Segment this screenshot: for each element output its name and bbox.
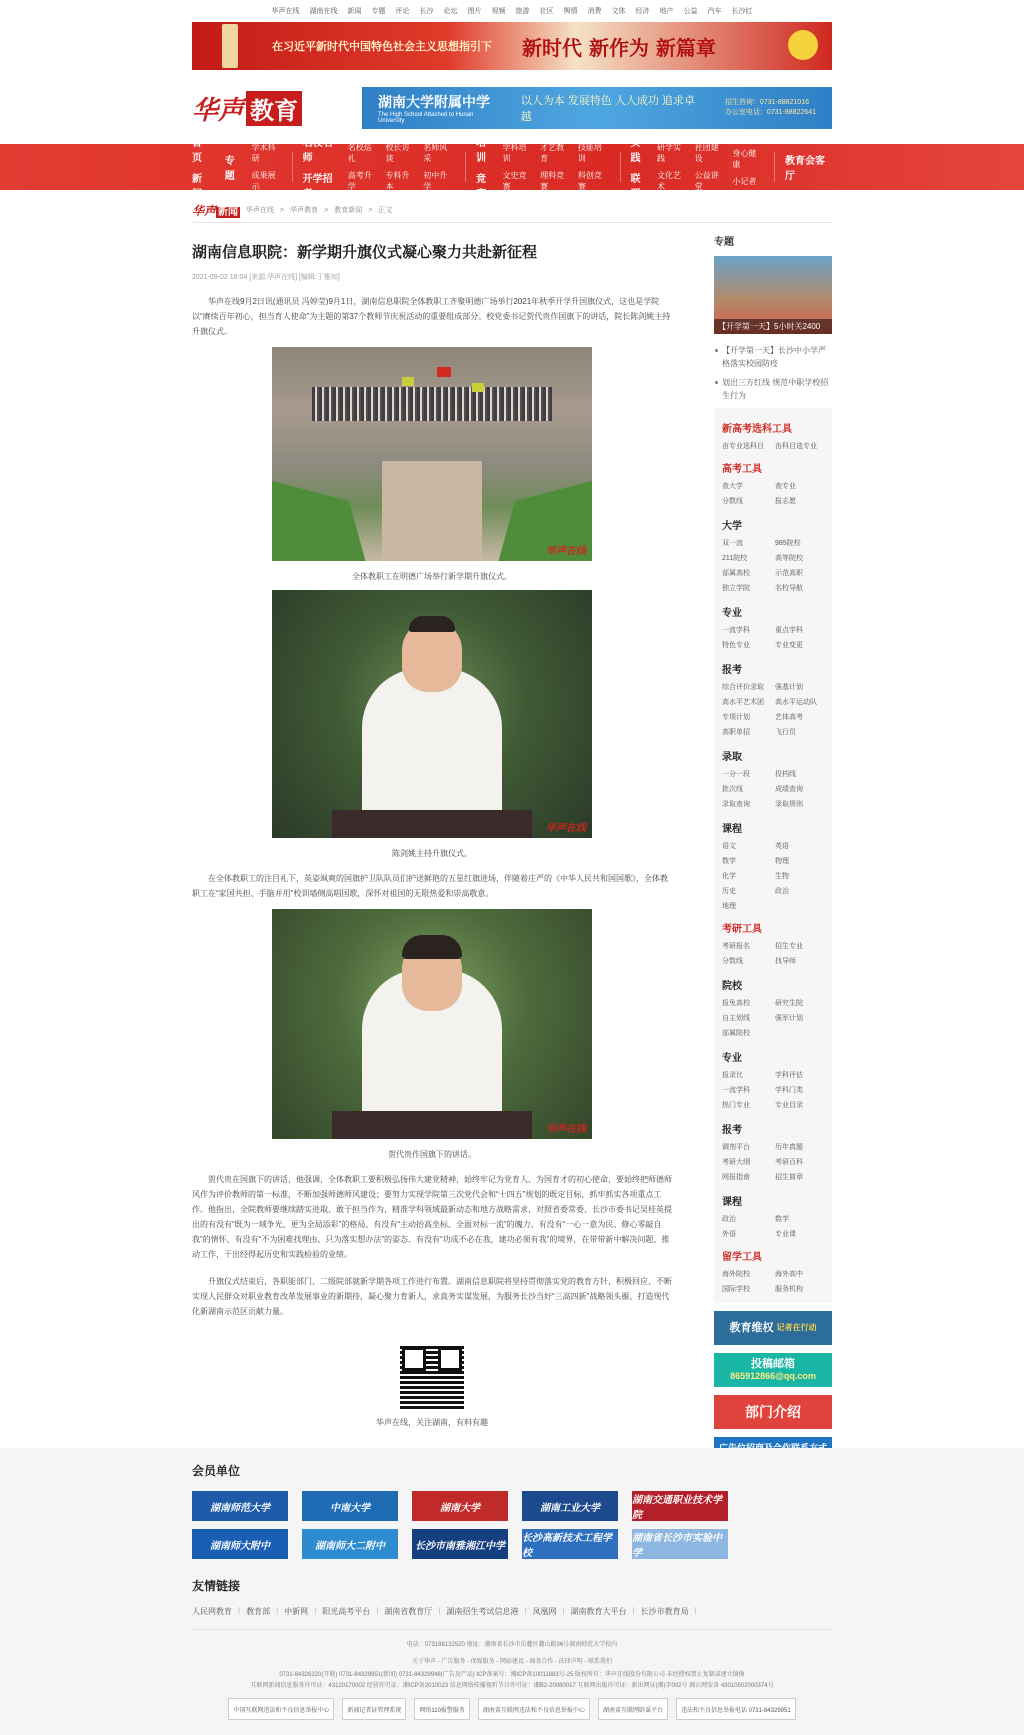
tool-subtitle: 专业 bbox=[722, 608, 742, 619]
ceremony-photo bbox=[272, 347, 592, 561]
special-thumbnail[interactable]: 【开学第一天】5小时关2400 bbox=[714, 256, 832, 334]
nav-item[interactable]: 社团建设 bbox=[694, 143, 719, 163]
footer bbox=[0, 1448, 1024, 1735]
tool-link[interactable]: 政治 bbox=[775, 888, 789, 895]
tool-link[interactable]: 专业目录 bbox=[775, 1102, 803, 1109]
breadcrumb: 华声 新闻 华声在线 > 华声教育 > 教育新闻 > 正文 bbox=[192, 203, 393, 218]
top-link[interactable]: 社区 bbox=[539, 8, 554, 15]
ad-motto: 以人为本 发展特色 人人成功 追求卓越 bbox=[520, 95, 695, 123]
tool-link[interactable]: 专业变更 bbox=[775, 642, 803, 649]
tool-link[interactable]: 录取规则 bbox=[775, 801, 803, 808]
friend-link[interactable]: 凤凰网 bbox=[532, 1607, 557, 1616]
banner-slogan: 在习近平新时代中国特色社会主义思想指引下 bbox=[272, 41, 492, 53]
tool-link[interactable]: 录取查询 bbox=[722, 801, 750, 808]
top-link[interactable]: 旅游 bbox=[515, 8, 530, 15]
tool-link[interactable]: 考研报名 bbox=[722, 943, 750, 950]
footer-badges bbox=[192, 1698, 832, 1720]
nav-results[interactable]: 成果展示 bbox=[251, 171, 276, 191]
tool-link[interactable]: 艺体高考 bbox=[775, 714, 803, 721]
crumb-item[interactable]: 华声教育 bbox=[290, 207, 319, 214]
tool-link[interactable]: 考研大纲 bbox=[722, 1159, 750, 1166]
tool-link[interactable]: 专业课 bbox=[775, 1231, 796, 1238]
tool-link[interactable]: 报志愿 bbox=[775, 498, 796, 505]
tool-link[interactable]: 高水平运动队 bbox=[775, 699, 817, 706]
crumb-item[interactable]: 教育新闻 bbox=[334, 207, 363, 214]
article-paragraph: 升旗仪式结束后，各职能部门、二级院部就新学期各项工作进行布置。湖南信息职院将坚持贯彻落实党的教育方针，积极回应、不断实现人民群众对职业教育改革发展事业的新期待，凝心聚力育新人，求真务实谋发展，为服务长沙当好“三高四新”战略领头雁、打造现代化新湖南示范区贡献力量。 bbox=[192, 1277, 672, 1316]
tool-link[interactable]: 海外院校 bbox=[722, 1271, 750, 1278]
tool-link[interactable]: 双一流 bbox=[722, 540, 743, 547]
top-link[interactable]: 文体 bbox=[611, 8, 626, 15]
nav-item[interactable]: 身心健康 bbox=[732, 148, 757, 169]
tool-link[interactable]: 由科目选专业 bbox=[775, 443, 817, 450]
nav-admission[interactable]: 开学招考 bbox=[302, 174, 333, 200]
tool-link[interactable]: 网报指南 bbox=[722, 1174, 750, 1181]
footer-badge[interactable]: 新闻记者证管理系统 bbox=[342, 1698, 406, 1720]
speaker-photo bbox=[272, 909, 592, 1139]
tool-subtitle: 课程 bbox=[722, 1197, 742, 1208]
tool-link[interactable]: 地理 bbox=[722, 903, 736, 910]
top-link[interactable]: 图片 bbox=[467, 8, 482, 15]
nav-item[interactable]: 名师风采 bbox=[423, 143, 448, 163]
nav-alliance[interactable]: 联盟 bbox=[630, 174, 641, 200]
tool-link[interactable]: 数学 bbox=[775, 1216, 789, 1223]
tool-link[interactable]: 学科评估 bbox=[775, 1072, 803, 1079]
nav-item[interactable]: 科创竞赛 bbox=[577, 171, 602, 191]
watermark: 华声在线 bbox=[546, 823, 586, 834]
tool-link[interactable]: 重点学科 bbox=[775, 627, 803, 634]
tool-subtitle: 报考 bbox=[722, 665, 742, 676]
tool-link[interactable]: 招生简章 bbox=[775, 1174, 803, 1181]
nav-home[interactable]: 首页 bbox=[192, 138, 202, 164]
party-emblem-icon bbox=[788, 30, 818, 60]
qr-code-icon bbox=[400, 1345, 464, 1409]
member-logo[interactable]: 湖南工业大学 bbox=[522, 1491, 618, 1521]
sidebar bbox=[714, 233, 832, 1471]
tool-link[interactable]: 化学 bbox=[722, 873, 736, 880]
qr-caption: 华声在线，关注湖南，有料有趣 bbox=[376, 1418, 488, 1427]
tool-subtitle: 录取 bbox=[722, 752, 742, 763]
top-link[interactable]: 公益 bbox=[683, 8, 698, 15]
banner-headline: 新时代 新作为 新篇章 bbox=[522, 35, 716, 60]
tool-link[interactable]: 考研百科 bbox=[775, 1159, 803, 1166]
tool-link[interactable]: 外语 bbox=[722, 1231, 736, 1238]
article-paragraph: 华声在线9月2日讯(通讯员 冯婷莹)9月1日，湖南信息职院全体教职工齐聚明德广场举行2021年秋季开学升国旗仪式，这也是学院以“赓续百年初心，担当育人使命”为主题的第37个教师节庆祝活动的重要组成部分。校党委书记贺代贵作国旗下的讲话，院长陈剑姚主持升旗仪式。 bbox=[192, 297, 671, 336]
nav-item[interactable]: 才艺教育 bbox=[540, 143, 565, 163]
tool-link[interactable]: 投档线 bbox=[775, 771, 796, 778]
top-link[interactable]: 长沙红 bbox=[731, 8, 753, 15]
nav-practice[interactable]: 实践 bbox=[630, 138, 641, 164]
tool-section-title: 考研工具 bbox=[722, 924, 762, 935]
divider: | bbox=[632, 1606, 635, 1615]
tool-link[interactable]: 服务机构 bbox=[775, 1286, 803, 1293]
ad-phone: 招生咨询：0731-88821016 办公室电话：0731-88822641 bbox=[724, 99, 816, 116]
tool-link[interactable]: 招生专业 bbox=[775, 943, 803, 950]
tool-link[interactable]: 热门专业 bbox=[722, 1102, 750, 1109]
tool-link[interactable]: 批次线 bbox=[722, 786, 743, 793]
tool-link[interactable]: 985院校 bbox=[775, 540, 801, 547]
school-ad-banner[interactable] bbox=[362, 87, 832, 129]
divider: | bbox=[524, 1606, 527, 1615]
footer-links[interactable]: 关于华声 - 广告服务 - 保媒服务 - 网站建设 - 商务合作 - 法律声明 - 联系我们 bbox=[412, 1659, 612, 1665]
tool-section-title: 留学工具 bbox=[722, 1252, 762, 1263]
article-paragraph: 贺代贵在国旗下的讲话，他强调，全体教职工要积极弘扬伟大建党精神，始终牢记为党育人、为国育才的初心使命，要始终把师德师风作为评价教师的第一标准，不断加强师德师风建设；要努力实现学院第三次党代会和“十四五”规划的既定目标，抓牢抓实各项重点工作。他指出，全院教师要继续踏实进取、敢于担当作为，精准学科领域最新动态和地方战略需求，对照省委常委、长沙市委书记吴桂英提出的有没有“既为一域争光、更为全局添彩”的格局、有没有“主动抬高坐标、全面对标一流”的魄力、有没有“一心一意为民、修心零敲自我”的情怀、有没有“不为困难找理由、只为落实想办法”的姿态、有没有“功成不必在我，建功必须有我”的境界，在带带新中解决问题、推动工作，干出经得起历史和实践检验的业绩。 bbox=[192, 1175, 672, 1259]
tool-subtitle: 专业 bbox=[722, 1053, 742, 1064]
tool-section-title: 新高考选科工具 bbox=[722, 424, 792, 435]
banner[interactable] bbox=[192, 22, 832, 70]
nav-item[interactable]: 文史竞赛 bbox=[502, 171, 527, 191]
tool-link[interactable]: 名校导航 bbox=[775, 585, 803, 592]
nav-item[interactable]: 理科竞赛 bbox=[540, 171, 565, 191]
nav-parlor[interactable]: 教育会客厅 bbox=[785, 156, 825, 182]
tool-link[interactable]: 由专业选科目 bbox=[722, 443, 764, 450]
tool-link[interactable]: 部属院校 bbox=[722, 1030, 750, 1037]
tool-link[interactable]: 历年真题 bbox=[775, 1144, 803, 1151]
photo-caption: 陈剑姚主持升旗仪式。 bbox=[392, 849, 472, 858]
nav-contest[interactable]: 竞赛 bbox=[475, 174, 486, 200]
tool-link[interactable]: 海外高中 bbox=[775, 1271, 803, 1278]
main-nav bbox=[0, 138, 1024, 200]
top-link[interactable]: 评论 bbox=[395, 8, 410, 15]
ad-school-name: 湖南大学附属中学 bbox=[378, 94, 490, 110]
nav-item[interactable]: 小记者 bbox=[732, 176, 757, 186]
friends-title: 友情链接 bbox=[192, 1579, 241, 1593]
divider: | bbox=[376, 1606, 379, 1615]
friend-link[interactable]: 中新网 bbox=[284, 1607, 309, 1616]
member-logos bbox=[192, 1491, 832, 1559]
tool-link[interactable]: 独立学院 bbox=[722, 585, 750, 592]
huabiao-icon bbox=[222, 24, 238, 68]
nav-famous[interactable]: 名校名师 bbox=[302, 138, 333, 164]
tool-link[interactable]: 高水平艺术团 bbox=[722, 699, 764, 706]
photo-caption: 贺代贵作国旗下的讲话。 bbox=[388, 1150, 476, 1159]
nav-item[interactable]: 校长访谈 bbox=[385, 143, 410, 163]
nav-training[interactable]: 培训 bbox=[475, 138, 486, 164]
tool-link[interactable]: 调剂平台 bbox=[722, 1144, 750, 1151]
article-paragraph: 在全体教职工的注目礼下，英姿飒爽的国旗护卫队队员们护送鲜艳的五星红旗进场，伴随着庄严的《中华人民共和国国歌》，全体教职工在“家国共担、手脑并用”校训墙侧高唱国歌，深怀对祖国的无限热爱和崇高敬意。 bbox=[192, 874, 668, 898]
divider: | bbox=[238, 1606, 241, 1615]
member-logo[interactable]: 湖南师范大学 bbox=[192, 1491, 288, 1521]
nav-item[interactable]: 研学实践 bbox=[657, 143, 682, 163]
nav-item[interactable]: 专科升本 bbox=[385, 171, 410, 191]
nav-special[interactable]: 专题 bbox=[224, 156, 235, 182]
tool-link[interactable]: 英语 bbox=[775, 843, 789, 850]
tool-link[interactable]: 政治 bbox=[722, 1216, 736, 1223]
tool-link[interactable]: 报免高校 bbox=[722, 1000, 750, 1007]
rights-promo[interactable]: 教育维权 记者在行动 bbox=[714, 1311, 832, 1345]
top-link[interactable]: 新闻 bbox=[347, 8, 362, 15]
tool-link[interactable]: 报录比 bbox=[722, 1072, 743, 1079]
top-link[interactable]: 长沙 bbox=[419, 8, 434, 15]
tool-link[interactable]: 211院校 bbox=[722, 555, 748, 562]
member-logo[interactable]: 长沙市南雅湘江中学 bbox=[412, 1529, 508, 1559]
tool-section-title: 高考工具 bbox=[722, 464, 762, 475]
nav-item[interactable]: 名校巡礼 bbox=[347, 143, 372, 163]
top-link[interactable]: 华声在线 bbox=[271, 8, 300, 15]
top-link[interactable]: 消费 bbox=[587, 8, 602, 15]
tool-link[interactable]: 分数线 bbox=[722, 498, 743, 505]
crumb-current: 正文 bbox=[378, 207, 393, 214]
tool-link[interactable]: 专项计划 bbox=[722, 714, 750, 721]
top-link[interactable]: 舆情 bbox=[563, 8, 578, 15]
sidebar-special-title: 专题 bbox=[714, 237, 734, 248]
crumb-item[interactable]: 华声在线 bbox=[246, 207, 275, 214]
member-logo[interactable]: 湖南师大二附中 bbox=[302, 1529, 398, 1559]
member-logo[interactable]: 中南大学 bbox=[302, 1491, 398, 1521]
tools-panel bbox=[714, 408, 832, 1303]
tool-link[interactable]: 示范高职 bbox=[775, 570, 803, 577]
tool-link[interactable]: 物理 bbox=[775, 858, 789, 865]
tool-link[interactable]: 历史 bbox=[722, 888, 736, 895]
tool-link[interactable]: 一流学科 bbox=[722, 627, 750, 634]
divider: | bbox=[438, 1606, 441, 1615]
nav-research[interactable]: 学术科研 bbox=[251, 143, 276, 163]
article-meta: 2021-09-02 16:04 [来源:华声在线] [编辑:丁雅知] bbox=[192, 274, 340, 281]
divider: | bbox=[276, 1606, 279, 1615]
footer-badge[interactable]: 中国互联网违法和不良信息举报中心 bbox=[228, 1698, 334, 1720]
nav-item[interactable]: 初中升学 bbox=[423, 171, 448, 191]
top-links bbox=[0, 0, 1024, 22]
member-logo[interactable]: 湖南大学 bbox=[412, 1491, 508, 1521]
submission-promo[interactable]: 投稿邮箱 865912866@qq.com bbox=[714, 1353, 832, 1387]
top-link[interactable]: 经济 bbox=[635, 8, 650, 15]
members-title: 会员单位 bbox=[192, 1464, 241, 1478]
nav-item[interactable]: 学科培训 bbox=[502, 143, 527, 163]
tool-link[interactable]: 高职单招 bbox=[722, 729, 750, 736]
news-logo[interactable]: 华声 新闻 bbox=[192, 203, 239, 218]
tool-link[interactable]: 学科门类 bbox=[775, 1087, 803, 1094]
ad-school-en: The High School Attached to Hunan University bbox=[378, 112, 474, 124]
nav-item[interactable]: 技能培训 bbox=[577, 143, 602, 163]
footer-contact: 电话：073188132520 地址：湖南省长沙市岳麓区麓山路36号湖南师范大学校内 bbox=[406, 1642, 618, 1648]
member-logo[interactable]: 湖南省长沙市实验中学 bbox=[632, 1529, 728, 1559]
tool-link[interactable]: 特色专业 bbox=[722, 642, 750, 649]
friend-link[interactable]: 湖南招生考试信息港 bbox=[446, 1607, 519, 1616]
tool-link[interactable]: 语文 bbox=[722, 843, 736, 850]
nav-item[interactable]: 文化艺术 bbox=[657, 171, 682, 191]
tool-link[interactable]: 找导师 bbox=[775, 958, 796, 965]
tool-link[interactable]: 查专业 bbox=[775, 483, 796, 490]
friend-link[interactable]: 湖南教育大平台 bbox=[570, 1607, 627, 1616]
divider: | bbox=[562, 1606, 565, 1615]
tool-link[interactable]: 一流学科 bbox=[722, 1087, 750, 1094]
tool-link[interactable]: 查大学 bbox=[722, 483, 743, 490]
friend-link[interactable]: 湖南省教育厅 bbox=[384, 1607, 433, 1616]
tool-subtitle: 院校 bbox=[722, 981, 742, 992]
top-link[interactable]: 湖南在线 bbox=[309, 8, 338, 15]
sidebar-link[interactable]: 【开学第一天】长沙中小学严格落实校园防疫 bbox=[714, 344, 832, 370]
friend-link[interactable]: 阳光高考平台 bbox=[322, 1607, 371, 1616]
top-link[interactable]: 地产 bbox=[659, 8, 674, 15]
top-link[interactable]: 专题 bbox=[371, 8, 386, 15]
watermark: 华声在线 bbox=[546, 1124, 586, 1135]
footer-badge[interactable]: 网络110报警服务 bbox=[414, 1698, 470, 1720]
host-photo bbox=[272, 590, 592, 838]
tool-link[interactable]: 飞行员 bbox=[775, 729, 796, 736]
member-logo[interactable]: 湖南师大附中 bbox=[192, 1529, 288, 1559]
tool-link[interactable]: 强军计划 bbox=[775, 1015, 803, 1022]
department-promo[interactable]: 部门介绍 bbox=[714, 1395, 832, 1429]
friend-link[interactable]: 长沙市教育局 bbox=[640, 1607, 689, 1616]
sidebar-link[interactable]: 划出三方红线 规范中职学校招生行为 bbox=[714, 376, 832, 402]
tool-link[interactable]: 部属高校 bbox=[722, 570, 750, 577]
tool-link[interactable]: 数学 bbox=[722, 858, 736, 865]
divider: | bbox=[694, 1606, 697, 1615]
watermark: 华声在线 bbox=[546, 546, 586, 557]
tool-link[interactable]: 国际学校 bbox=[722, 1286, 750, 1293]
tool-link[interactable]: 强基计划 bbox=[775, 684, 803, 691]
footer-badge[interactable]: 违法和不良信息举报电话 0731-84329951 bbox=[676, 1698, 796, 1720]
friend-link[interactable]: 人民网教育 bbox=[192, 1607, 232, 1616]
tool-link[interactable]: 高等院校 bbox=[775, 555, 803, 562]
tool-link[interactable]: 综合评价录取 bbox=[722, 684, 764, 691]
footer-icp2: 互联网新闻信息服务许可证：43120170002 经营许可证：湘ICP备2010023 信息网络传播视听节目许可证：湘B2-20080017 互联网出版许可证：新出网证(湘)字002号 湘公网安备 43010502000374号 bbox=[250, 1683, 774, 1689]
tool-subtitle: 课程 bbox=[722, 824, 742, 835]
tool-link[interactable]: 自主划线 bbox=[722, 1015, 750, 1022]
divider: | bbox=[314, 1606, 317, 1615]
photo-caption: 全体教职工在明德广场举行新学期升旗仪式。 bbox=[352, 572, 512, 581]
tool-link[interactable]: 分数线 bbox=[722, 958, 743, 965]
tool-link[interactable]: 一分一段 bbox=[722, 771, 750, 778]
member-logo[interactable]: 长沙高新技术工程学校 bbox=[522, 1529, 618, 1559]
tool-subtitle: 大学 bbox=[722, 521, 742, 532]
footer-badge[interactable]: 湖南省互联网辟谣平台 bbox=[598, 1698, 668, 1720]
tool-link[interactable]: 生物 bbox=[775, 873, 789, 880]
tool-link[interactable]: 研究生院 bbox=[775, 1000, 803, 1007]
article bbox=[192, 233, 672, 1471]
top-link[interactable]: 视频 bbox=[491, 8, 506, 15]
nav-item[interactable]: 高考升学 bbox=[347, 171, 372, 191]
tool-subtitle: 报考 bbox=[722, 1125, 742, 1136]
nav-news[interactable]: 新闻 bbox=[192, 174, 202, 200]
friend-link[interactable]: 教育部 bbox=[246, 1607, 271, 1616]
tool-link[interactable]: 成绩查询 bbox=[775, 786, 803, 793]
top-link[interactable]: 论坛 bbox=[443, 8, 458, 15]
site-logo[interactable]: 华声 教育 bbox=[192, 90, 302, 127]
top-link[interactable]: 汽车 bbox=[707, 8, 722, 15]
nav-item[interactable]: 公益讲堂 bbox=[694, 171, 719, 191]
member-logo[interactable]: 湖南交通职业技术学院 bbox=[632, 1491, 728, 1521]
footer-badge[interactable]: 湖南省互联网违法和不良信息举报中心 bbox=[478, 1698, 590, 1720]
friend-links bbox=[192, 1606, 832, 1617]
footer-icp: 0731-84326220(开联) 0731-84329951(新闻) 0731-84329948(广告及产品) ICP备案号：湘ICP备10011883号-25 版权所有：华声在线股份有限公司 未经授权禁止复制或建立镜像 bbox=[279, 1672, 745, 1678]
article-title: 湖南信息职院：新学期升旗仪式凝心聚力共赴新征程 bbox=[192, 244, 538, 261]
